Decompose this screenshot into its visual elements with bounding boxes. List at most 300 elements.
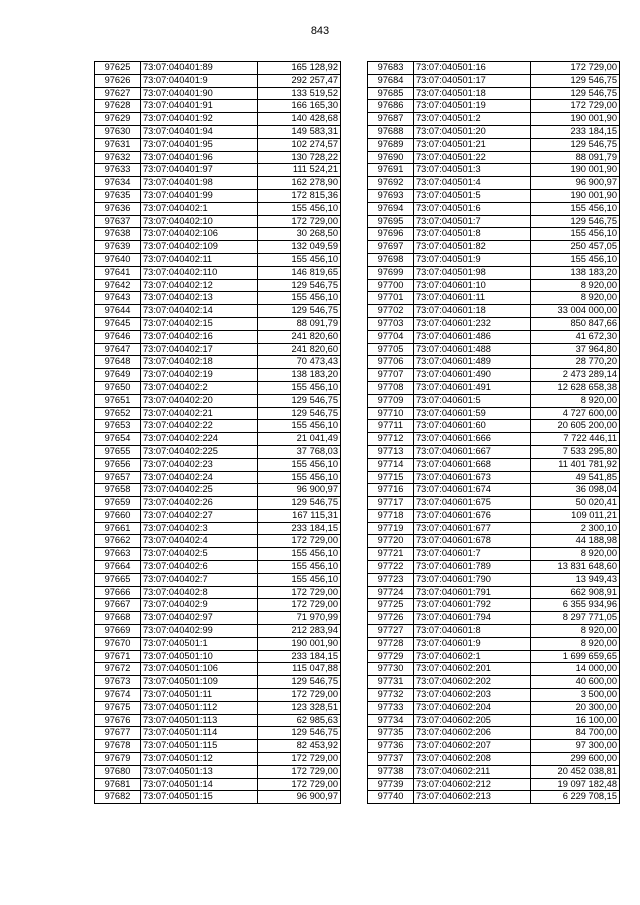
row-number-cell: 97661 [95, 522, 141, 535]
cadastral-number-cell: 73:07:040402:1 [141, 202, 258, 215]
row-number-cell: 97644 [95, 305, 141, 318]
cadastral-number-cell: 73:07:040601:794 [414, 612, 531, 625]
cadastral-number-cell: 73:07:040501:16 [414, 62, 531, 75]
row-number-cell: 97627 [95, 87, 141, 100]
cadastral-value-cell: 172 729,00 [258, 599, 341, 612]
row-number-cell: 97699 [368, 266, 414, 279]
row-number-cell: 97680 [95, 765, 141, 778]
cadastral-value-cell: 50 020,41 [531, 497, 620, 510]
table-row [95, 497, 341, 510]
cadastral-value-cell: 233 184,15 [258, 650, 341, 663]
table-row [368, 791, 620, 804]
cadastral-value-cell: 212 283,94 [258, 625, 341, 638]
table-row [95, 381, 341, 394]
cadastral-number-cell: 73:07:040602:211 [414, 765, 531, 778]
cadastral-value-cell: 172 729,00 [258, 753, 341, 766]
table-row [368, 151, 620, 164]
row-number-cell: 97667 [95, 599, 141, 612]
cadastral-number-cell: 73:07:040402:4 [141, 535, 258, 548]
table-row [368, 753, 620, 766]
cadastral-value-cell: 155 456,10 [258, 471, 341, 484]
table-row [368, 663, 620, 676]
row-number-cell: 97630 [95, 125, 141, 138]
cadastral-value-cell: 299 600,00 [531, 753, 620, 766]
cadastral-value-cell: 149 583,31 [258, 125, 341, 138]
row-number-cell: 97738 [368, 765, 414, 778]
cadastral-number-cell: 73:07:040501:82 [414, 241, 531, 254]
cadastral-value-cell: 1 699 659,65 [531, 650, 620, 663]
cadastral-value-cell: 13 949,43 [531, 573, 620, 586]
cadastral-value-cell: 2 473 289,14 [531, 369, 620, 382]
row-number-cell: 97705 [368, 343, 414, 356]
cadastral-value-cell: 70 473,43 [258, 356, 341, 369]
table-row [95, 74, 341, 87]
row-number-cell: 97628 [95, 100, 141, 113]
cadastral-value-cell: 19 097 182,48 [531, 778, 620, 791]
cadastral-number-cell: 73:07:040401:94 [141, 125, 258, 138]
row-number-cell: 97720 [368, 535, 414, 548]
table-row [368, 241, 620, 254]
table-row [368, 458, 620, 471]
row-number-cell: 97684 [368, 74, 414, 87]
cadastral-number-cell: 73:07:040402:26 [141, 497, 258, 510]
row-number-cell: 97677 [95, 727, 141, 740]
table-row [95, 394, 341, 407]
table-row [368, 433, 620, 446]
table-row [368, 292, 620, 305]
table-row [368, 637, 620, 650]
cadastral-value-cell: 3 500,00 [531, 689, 620, 702]
cadastral-number-cell: 73:07:040602:1 [414, 650, 531, 663]
cadastral-value-cell: 8 920,00 [531, 292, 620, 305]
cadastral-value-cell: 8 920,00 [531, 548, 620, 561]
row-number-cell: 97653 [95, 420, 141, 433]
cadastral-number-cell: 73:07:040501:106 [141, 663, 258, 676]
table-row [368, 164, 620, 177]
table-row [95, 369, 341, 382]
cadastral-number-cell: 73:07:040601:677 [414, 522, 531, 535]
row-number-cell: 97733 [368, 701, 414, 714]
cadastral-number-cell: 73:07:040501:3 [414, 164, 531, 177]
table-row [368, 369, 620, 382]
table-row [368, 177, 620, 190]
table-row [368, 740, 620, 753]
cadastral-value-cell: 97 300,00 [531, 740, 620, 753]
cadastral-value-cell: 4 727 600,00 [531, 407, 620, 420]
cadastral-value-cell: 129 546,75 [531, 87, 620, 100]
cadastral-value-cell: 111 524,21 [258, 164, 341, 177]
cadastral-value-cell: 8 920,00 [531, 394, 620, 407]
cadastral-value-cell: 155 456,10 [258, 292, 341, 305]
row-number-cell: 97625 [95, 62, 141, 75]
cadastral-number-cell: 73:07:040501:113 [141, 714, 258, 727]
cadastral-number-cell: 73:07:040402:9 [141, 599, 258, 612]
table-row [95, 62, 341, 75]
cadastral-value-cell: 28 770,20 [531, 356, 620, 369]
cadastral-number-cell: 73:07:040402:2 [141, 381, 258, 394]
table-row [95, 791, 341, 804]
cadastral-number-cell: 73:07:040602:202 [414, 676, 531, 689]
cadastral-value-cell: 155 456,10 [258, 381, 341, 394]
row-number-cell: 97731 [368, 676, 414, 689]
row-number-cell: 97643 [95, 292, 141, 305]
table-row [368, 714, 620, 727]
row-number-cell: 97709 [368, 394, 414, 407]
row-number-cell: 97716 [368, 484, 414, 497]
table-row [368, 253, 620, 266]
row-number-cell: 97675 [95, 701, 141, 714]
table-row [368, 509, 620, 522]
cadastral-number-cell: 73:07:040401:98 [141, 177, 258, 190]
row-number-cell: 97725 [368, 599, 414, 612]
row-number-cell: 97691 [368, 164, 414, 177]
cadastral-value-cell: 162 278,90 [258, 177, 341, 190]
cadastral-number-cell: 73:07:040401:96 [141, 151, 258, 164]
row-number-cell: 97685 [368, 87, 414, 100]
row-number-cell: 97722 [368, 561, 414, 574]
table-row [95, 253, 341, 266]
cadastral-value-cell: 233 184,15 [531, 125, 620, 138]
cadastral-number-cell: 73:07:040601:232 [414, 317, 531, 330]
table-row [95, 676, 341, 689]
row-number-cell: 97638 [95, 228, 141, 241]
row-number-cell: 97714 [368, 458, 414, 471]
cadastral-number-cell: 73:07:040501:5 [414, 189, 531, 202]
cadastral-value-cell: 8 297 771,05 [531, 612, 620, 625]
cadastral-value-cell: 21 041,49 [258, 433, 341, 446]
cadastral-number-cell: 73:07:040601:489 [414, 356, 531, 369]
cadastral-value-cell: 662 908,91 [531, 586, 620, 599]
row-number-cell: 97665 [95, 573, 141, 586]
table-row [95, 420, 341, 433]
table-row [368, 266, 620, 279]
right-data-table [367, 61, 620, 804]
row-number-cell: 97626 [95, 74, 141, 87]
row-number-cell: 97740 [368, 791, 414, 804]
table-row [95, 241, 341, 254]
cadastral-value-cell: 172 729,00 [258, 586, 341, 599]
row-number-cell: 97710 [368, 407, 414, 420]
row-number-cell: 97695 [368, 215, 414, 228]
cadastral-number-cell: 73:07:040402:14 [141, 305, 258, 318]
cadastral-number-cell: 73:07:040601:10 [414, 279, 531, 292]
cadastral-value-cell: 241 820,60 [258, 343, 341, 356]
row-number-cell: 97712 [368, 433, 414, 446]
cadastral-number-cell: 73:07:040501:18 [414, 87, 531, 100]
cadastral-number-cell: 73:07:040601:673 [414, 471, 531, 484]
cadastral-number-cell: 73:07:040601:488 [414, 343, 531, 356]
row-number-cell: 97732 [368, 689, 414, 702]
row-number-cell: 97650 [95, 381, 141, 394]
cadastral-value-cell: 155 456,10 [258, 253, 341, 266]
cadastral-number-cell: 73:07:040601:60 [414, 420, 531, 433]
row-number-cell: 97676 [95, 714, 141, 727]
cadastral-value-cell: 37 964,80 [531, 343, 620, 356]
cadastral-number-cell: 73:07:040601:790 [414, 573, 531, 586]
table-row [368, 586, 620, 599]
cadastral-number-cell: 73:07:040402:97 [141, 612, 258, 625]
table-row [95, 561, 341, 574]
cadastral-value-cell: 62 985,63 [258, 714, 341, 727]
table-row [368, 625, 620, 638]
table-row [95, 663, 341, 676]
row-number-cell: 97702 [368, 305, 414, 318]
cadastral-number-cell: 73:07:040501:12 [141, 753, 258, 766]
table-row [368, 650, 620, 663]
cadastral-value-cell: 140 428,68 [258, 113, 341, 126]
table-row [95, 753, 341, 766]
table-row [95, 343, 341, 356]
table-row [95, 714, 341, 727]
row-number-cell: 97730 [368, 663, 414, 676]
cadastral-number-cell: 73:07:040402:225 [141, 445, 258, 458]
cadastral-number-cell: 73:07:040601:676 [414, 509, 531, 522]
cadastral-number-cell: 73:07:040601:792 [414, 599, 531, 612]
cadastral-number-cell: 73:07:040402:6 [141, 561, 258, 574]
cadastral-value-cell: 190 001,90 [531, 113, 620, 126]
row-number-cell: 97697 [368, 241, 414, 254]
cadastral-value-cell: 165 128,92 [258, 62, 341, 75]
cadastral-value-cell: 96 900,97 [531, 177, 620, 190]
table-row [95, 535, 341, 548]
cadastral-value-cell: 190 001,90 [531, 189, 620, 202]
row-number-cell: 97637 [95, 215, 141, 228]
table-row [95, 279, 341, 292]
cadastral-number-cell: 73:07:040601:678 [414, 535, 531, 548]
row-number-cell: 97671 [95, 650, 141, 663]
cadastral-value-cell: 16 100,00 [531, 714, 620, 727]
table-row [368, 612, 620, 625]
table-row [95, 177, 341, 190]
row-number-cell: 97706 [368, 356, 414, 369]
table-row [95, 573, 341, 586]
table-row [368, 62, 620, 75]
row-number-cell: 97692 [368, 177, 414, 190]
cadastral-value-cell: 132 049,59 [258, 241, 341, 254]
row-number-cell: 97715 [368, 471, 414, 484]
table-row [368, 522, 620, 535]
table-row [368, 599, 620, 612]
table-row [95, 522, 341, 535]
table-row [368, 330, 620, 343]
table-row [368, 394, 620, 407]
table-row [368, 407, 620, 420]
table-row [95, 317, 341, 330]
cadastral-number-cell: 73:07:040401:97 [141, 164, 258, 177]
row-number-cell: 97641 [95, 266, 141, 279]
row-number-cell: 97681 [95, 778, 141, 791]
row-number-cell: 97694 [368, 202, 414, 215]
cadastral-value-cell: 7 533 295,80 [531, 445, 620, 458]
cadastral-number-cell: 73:07:040402:27 [141, 509, 258, 522]
cadastral-number-cell: 73:07:040501:15 [141, 791, 258, 804]
cadastral-value-cell: 155 456,10 [258, 458, 341, 471]
cadastral-value-cell: 40 600,00 [531, 676, 620, 689]
cadastral-number-cell: 73:07:040401:9 [141, 74, 258, 87]
row-number-cell: 97663 [95, 548, 141, 561]
table-row [95, 689, 341, 702]
row-number-cell: 97647 [95, 343, 141, 356]
row-number-cell: 97729 [368, 650, 414, 663]
row-number-cell: 97669 [95, 625, 141, 638]
cadastral-value-cell: 96 900,97 [258, 791, 341, 804]
row-number-cell: 97666 [95, 586, 141, 599]
row-number-cell: 97679 [95, 753, 141, 766]
cadastral-value-cell: 129 546,75 [531, 215, 620, 228]
table-row [368, 561, 620, 574]
cadastral-value-cell: 20 300,00 [531, 701, 620, 714]
table-row [95, 740, 341, 753]
row-number-cell: 97719 [368, 522, 414, 535]
row-number-cell: 97639 [95, 241, 141, 254]
cadastral-number-cell: 73:07:040602:208 [414, 753, 531, 766]
cadastral-value-cell: 166 165,30 [258, 100, 341, 113]
row-number-cell: 97646 [95, 330, 141, 343]
row-number-cell: 97724 [368, 586, 414, 599]
cadastral-number-cell: 73:07:040402:16 [141, 330, 258, 343]
cadastral-number-cell: 73:07:040402:21 [141, 407, 258, 420]
table-row [368, 778, 620, 791]
cadastral-number-cell: 73:07:040601:789 [414, 561, 531, 574]
table-row [95, 407, 341, 420]
row-number-cell: 97660 [95, 509, 141, 522]
cadastral-value-cell: 172 729,00 [531, 62, 620, 75]
row-number-cell: 97736 [368, 740, 414, 753]
cadastral-number-cell: 73:07:040501:8 [414, 228, 531, 241]
cadastral-value-cell: 129 546,75 [258, 727, 341, 740]
row-number-cell: 97632 [95, 151, 141, 164]
cadastral-value-cell: 155 456,10 [531, 253, 620, 266]
cadastral-number-cell: 73:07:040602:206 [414, 727, 531, 740]
cadastral-value-cell: 102 274,57 [258, 138, 341, 151]
table-row [368, 420, 620, 433]
cadastral-value-cell: 172 729,00 [258, 765, 341, 778]
table-row [95, 202, 341, 215]
row-number-cell: 97693 [368, 189, 414, 202]
table-row [368, 484, 620, 497]
cadastral-number-cell: 73:07:040501:7 [414, 215, 531, 228]
table-row [368, 535, 620, 548]
cadastral-value-cell: 172 729,00 [258, 215, 341, 228]
cadastral-value-cell: 82 453,92 [258, 740, 341, 753]
table-row [95, 189, 341, 202]
table-row [368, 497, 620, 510]
cadastral-value-cell: 8 920,00 [531, 279, 620, 292]
cadastral-number-cell: 73:07:040501:20 [414, 125, 531, 138]
row-number-cell: 97673 [95, 676, 141, 689]
cadastral-value-cell: 12 628 658,38 [531, 381, 620, 394]
left-data-table [94, 61, 341, 804]
cadastral-value-cell: 96 900,97 [258, 484, 341, 497]
cadastral-value-cell: 88 091,79 [258, 317, 341, 330]
table-row [95, 637, 341, 650]
row-number-cell: 97651 [95, 394, 141, 407]
cadastral-value-cell: 8 920,00 [531, 637, 620, 650]
row-number-cell: 97631 [95, 138, 141, 151]
cadastral-value-cell: 33 004 000,00 [531, 305, 620, 318]
table-row [95, 215, 341, 228]
cadastral-number-cell: 73:07:040601:491 [414, 381, 531, 394]
table-row [368, 445, 620, 458]
cadastral-value-cell: 172 729,00 [258, 778, 341, 791]
cadastral-number-cell: 73:07:040402:18 [141, 356, 258, 369]
cadastral-value-cell: 129 546,75 [258, 407, 341, 420]
cadastral-number-cell: 73:07:040402:17 [141, 343, 258, 356]
cadastral-value-cell: 155 456,10 [258, 561, 341, 574]
cadastral-number-cell: 73:07:040601:9 [414, 637, 531, 650]
row-number-cell: 97735 [368, 727, 414, 740]
table-row [95, 612, 341, 625]
table-row [95, 100, 341, 113]
left-table-body [95, 62, 341, 804]
row-number-cell: 97652 [95, 407, 141, 420]
cadastral-value-cell: 129 546,75 [258, 279, 341, 292]
cadastral-number-cell: 73:07:040402:25 [141, 484, 258, 497]
page-number: 843 [310, 25, 330, 37]
cadastral-number-cell: 73:07:040401:89 [141, 62, 258, 75]
cadastral-number-cell: 73:07:040601:666 [414, 433, 531, 446]
row-number-cell: 97703 [368, 317, 414, 330]
row-number-cell: 97654 [95, 433, 141, 446]
cadastral-value-cell: 172 815,36 [258, 189, 341, 202]
row-number-cell: 97662 [95, 535, 141, 548]
cadastral-number-cell: 73:07:040601:667 [414, 445, 531, 458]
row-number-cell: 97718 [368, 509, 414, 522]
table-row [368, 317, 620, 330]
table-row [95, 305, 341, 318]
cadastral-value-cell: 41 672,30 [531, 330, 620, 343]
table-row [368, 689, 620, 702]
cadastral-number-cell: 73:07:040402:24 [141, 471, 258, 484]
table-row [95, 356, 341, 369]
cadastral-number-cell: 73:07:040501:2 [414, 113, 531, 126]
cadastral-number-cell: 73:07:040401:91 [141, 100, 258, 113]
cadastral-value-cell: 167 115,31 [258, 509, 341, 522]
row-number-cell: 97648 [95, 356, 141, 369]
row-number-cell: 97656 [95, 458, 141, 471]
cadastral-number-cell: 73:07:040402:3 [141, 522, 258, 535]
table-row [95, 151, 341, 164]
table-row [368, 87, 620, 100]
row-number-cell: 97701 [368, 292, 414, 305]
cadastral-number-cell: 73:07:040401:95 [141, 138, 258, 151]
cadastral-value-cell: 241 820,60 [258, 330, 341, 343]
cadastral-value-cell: 129 546,75 [258, 497, 341, 510]
row-number-cell: 97721 [368, 548, 414, 561]
cadastral-value-cell: 6 229 708,15 [531, 791, 620, 804]
cadastral-number-cell: 73:07:040501:1 [141, 637, 258, 650]
table-row [95, 548, 341, 561]
cadastral-value-cell: 850 847,66 [531, 317, 620, 330]
cadastral-number-cell: 73:07:040402:19 [141, 369, 258, 382]
cadastral-number-cell: 73:07:040602:212 [414, 778, 531, 791]
cadastral-number-cell: 73:07:040402:20 [141, 394, 258, 407]
table-row [368, 215, 620, 228]
table-row [368, 138, 620, 151]
cadastral-number-cell: 73:07:040402:99 [141, 625, 258, 638]
cadastral-value-cell: 20 605 200,00 [531, 420, 620, 433]
table-row [95, 765, 341, 778]
cadastral-number-cell: 73:07:040602:201 [414, 663, 531, 676]
cadastral-number-cell: 73:07:040601:675 [414, 497, 531, 510]
row-number-cell: 97708 [368, 381, 414, 394]
table-row [95, 458, 341, 471]
cadastral-number-cell: 73:07:040501:115 [141, 740, 258, 753]
cadastral-number-cell: 73:07:040402:109 [141, 241, 258, 254]
table-row [368, 356, 620, 369]
cadastral-number-cell: 73:07:040602:204 [414, 701, 531, 714]
table-row [368, 202, 620, 215]
